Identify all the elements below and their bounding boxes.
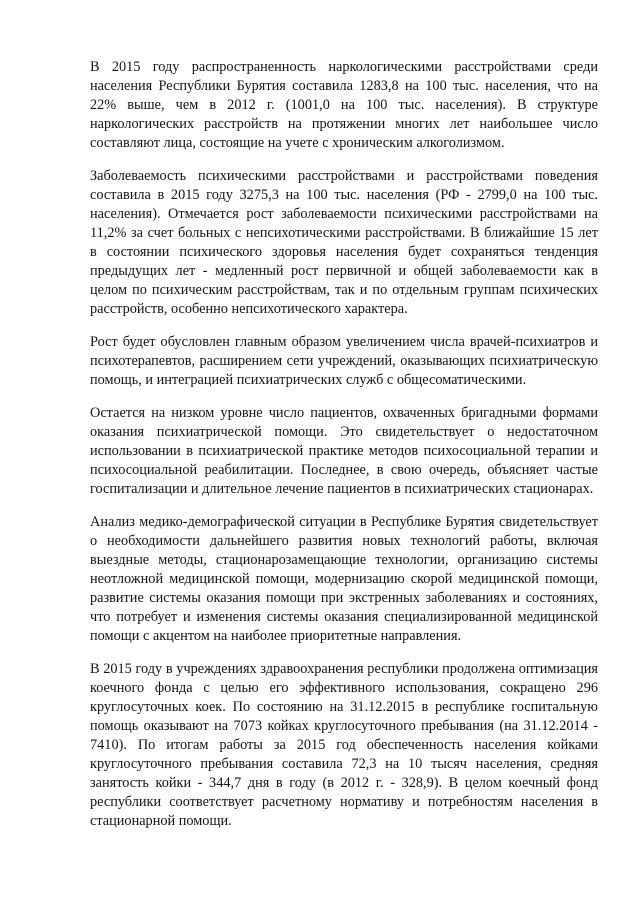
paragraph-bed-fund-optimization: В 2015 году в учреждениях здравоохранения республики продолжена оптимизация коечного фонда с целью его эффективного использования, сокращено 296 круглосуточных коек. По состоянию на 31.12.2015 в республике госпитальную помощь оказывают на 7073 койках круглосуточного пребывания (на 31.12.2014 - 7410). По итогам работы за 2015 год обеспеченность населения койками круглосуточного пребывания составила 72,3 на 10 тысяч населения, средняя занятость койки - 344,7 дня в году (в 2012 г. - 328,9). В целом коечный фонд республики соответствует расчетному нормативу и потребностям населения в стационарной помощи. [90,661,598,829]
paragraph-psychiatrist-growth: Рост будет обусловлен главным образом увеличением числа врачей-психиатров и психотерапевтов, расширением сети учреждений, оказывающих психиатрическую помощь, и интеграцией психиатрических служб с общесоматическими. [90,334,598,388]
paragraph-mental-disorders-incidence: Заболеваемость психическими расстройствами и расстройствами поведения составила в 2015 году 3275,3 на 100 тыс. населения (РФ - 2799,0 на 100 тыс. населения). Отмечается рост заболеваемости психическими расстройствами на 11,2% за счет больных с непсихотическими расстройствами. В ближайшие 15 лет в состоянии психического здоровья населения будет сохраняться тенденция предыдущих лет - медленный рост первичной и общей заболеваемости как в целом по психическим расстройствам, так и по отдельным группам психических расстройств, особенно непсихотического характера. [90,168,598,317]
paragraph-addiction-prevalence: В 2015 году распространенность наркологическими расстройствами среди населения Республики Бурятия составила 1283,8 на 100 тыс. населения, что на 22% выше, чем в 2012 г. (1001,0 на 100 тыс. населения). В структуре наркологических расстройств на протяжении многих лет наибольшее число составляют лица, состоящие на учете с хроническим алкоголизмом. [90,59,598,151]
paragraph-team-care-coverage: Остается на низком уровне число пациентов, охваченных бригадными формами оказания психиатрической помощи. Это свидетельствует о недостаточном использовании в психиатрической практике методов психосоциальной терапии и психосоциальной реабилитации. Последнее, в свою очередь, объясняет частые госпитализации и длительное лечение пациентов в психиатрических стационарах. [90,405,598,497]
paragraph-demographic-analysis: Анализ медико-демографической ситуации в Республике Бурятия свидетельствует о необходимости дальнейшего развития новых технологий работы, включая выездные методы, стационарозамещающие технологии, организацию системы неотложной медицинской помощи, модернизацию скорой медицинской помощи, развитие системы оказания помощи при экстренных заболеваниях и состояниях, что потребует и изменения системы оказания специализированной медицинской помощи с акцентом на наиболее приоритетные направления. [90,514,598,644]
